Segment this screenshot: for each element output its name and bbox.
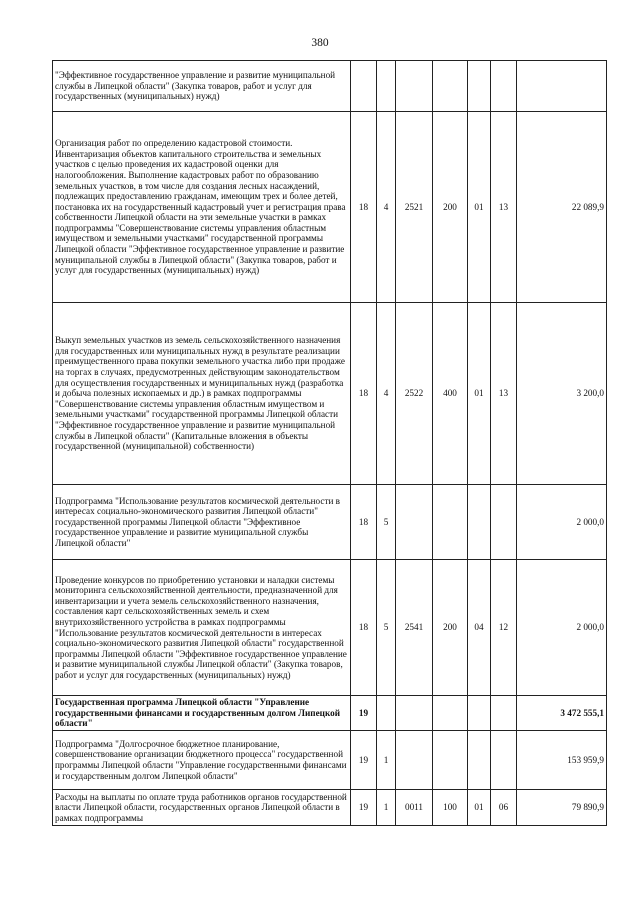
page-number: 380 (311, 37, 329, 49)
cell-direction-code: 2522 (396, 303, 433, 485)
table-row (53, 560, 607, 696)
cell-subprogram-code (377, 61, 396, 112)
cell-description: Организация работ по определению кадастровой стоимости. Инвентаризация объектов капитального строительства и земельных участков с целью проведения их кадастровой оценки для налогообложения. Выполнение кадастровых работ по образованию земельных участков, в том числе для создания лесных насаждений, подлежащих предоставлению гражданам, имеющим трех и более детей, постановка их на государственный кадастровый учет и регистрация права собственности Липецкой области на эти земельные участки в рамках подпрограммы "Совершенствование системы управления областным имуществом и земельными участками" государственной программы Липецкой области "Эффективное государственное управление и развитие муниципальной службы в Липецкой области" (Закупка товаров, работ и услуг для государственных (муниципальных) нужд) (53, 112, 351, 303)
cell-subprogram-code: 1 (377, 731, 396, 790)
cell-expense-type (433, 696, 468, 731)
cell-direction-code (396, 485, 433, 560)
table-row (53, 485, 607, 560)
cell-subsection: 06 (491, 790, 517, 826)
cell-expense-type: 400 (433, 303, 468, 485)
cell-subsection (491, 696, 517, 731)
cell-amount: 2 000,0 (517, 485, 607, 560)
table-row (53, 61, 607, 112)
cell-expense-type: 100 (433, 790, 468, 826)
table-row (53, 790, 607, 826)
cell-subsection (491, 731, 517, 790)
table-row (53, 731, 607, 790)
cell-amount: 2 000,0 (517, 560, 607, 696)
cell-description: Подпрограмма "Использование результатов космической деятельности в интересах социально-экономического развития Липецкой области" государственной программы Липецкой области "Эффективное государственное управление и развитие муниципальной службы Липецкой области" (53, 485, 351, 560)
table-row (53, 303, 607, 485)
cell-program-code: 19 (351, 731, 377, 790)
cell-description: Выкуп земельных участков из земель сельскохозяйственного назначения для государственных или муниципальных нужд в результате реализации преимущественного права покупки земельного участка либо при продаже на торгах в случаях, предусмотренных действующим законодательством для осуществления государственных и муниципальных нужд (разработка и добыча полезных ископаемых и др.) в рамках подпрограммы "Совершенствование системы управления областным имуществом и земельными участками" государственной программы Липецкой области "Эффективное государственное управление и развитие муниципальной службы в Липецкой области" (Капитальные вложения в объекты государственной (муниципальной) собственности) (53, 303, 351, 485)
cell-amount: 3 472 555,1 (517, 696, 607, 731)
cell-program-code: 18 (351, 112, 377, 303)
cell-section (468, 61, 491, 112)
cell-expense-type (433, 61, 468, 112)
cell-section: 04 (468, 560, 491, 696)
cell-section: 01 (468, 790, 491, 826)
cell-program-code (351, 61, 377, 112)
cell-program-code: 18 (351, 303, 377, 485)
cell-subprogram-code: 4 (377, 303, 396, 485)
table-row (53, 696, 607, 731)
budget-table (52, 60, 607, 826)
cell-description: "Эффективное государственное управление и развитие муниципальной службы в Липецкой области" (Закупка товаров, работ и услуг для государственных (муниципальных) нужд) (53, 61, 351, 112)
cell-subsection: 13 (491, 303, 517, 485)
cell-subprogram-code: 1 (377, 790, 396, 826)
cell-program-code: 19 (351, 696, 377, 731)
cell-direction-code (396, 696, 433, 731)
cell-section: 01 (468, 303, 491, 485)
cell-amount: 79 890,9 (517, 790, 607, 826)
table-row (53, 112, 607, 303)
cell-direction-code: 0011 (396, 790, 433, 826)
cell-subprogram-code: 5 (377, 560, 396, 696)
cell-amount (517, 61, 607, 112)
table-body (53, 61, 607, 826)
cell-subprogram-code (377, 696, 396, 731)
cell-direction-code (396, 61, 433, 112)
cell-amount: 22 089,9 (517, 112, 607, 303)
cell-subsection (491, 61, 517, 112)
cell-description: Государственная программа Липецкой области "Управление государственными финансами и государственным долгом Липецкой области" (53, 696, 351, 731)
cell-description: Расходы на выплаты по оплате труда работников органов государственной власти Липецкой области, государственных органов Липецкой области в рамках подпрограммы (53, 790, 351, 826)
cell-amount: 3 200,0 (517, 303, 607, 485)
cell-expense-type (433, 485, 468, 560)
cell-description: Подпрограмма "Долгосрочное бюджетное планирование, совершенствование организации бюджетного процесса" государственной программы Липецкой области "Управление государственными финансами и государственным долгом Липецкой области" (53, 731, 351, 790)
cell-section (468, 696, 491, 731)
cell-expense-type: 200 (433, 112, 468, 303)
cell-direction-code: 2521 (396, 112, 433, 303)
cell-subsection (491, 485, 517, 560)
cell-program-code: 18 (351, 485, 377, 560)
cell-subprogram-code: 4 (377, 112, 396, 303)
cell-expense-type: 200 (433, 560, 468, 696)
cell-section (468, 731, 491, 790)
cell-direction-code (396, 731, 433, 790)
cell-direction-code: 2541 (396, 560, 433, 696)
cell-subprogram-code: 5 (377, 485, 396, 560)
cell-expense-type (433, 731, 468, 790)
cell-subsection: 12 (491, 560, 517, 696)
cell-subsection: 13 (491, 112, 517, 303)
cell-description: Проведение конкурсов по приобретению установки и наладки системы мониторинга сельскохозяйственной деятельности, предназначенной для инвентаризации и учета земель сельскохозяйственного назначения, составления карт сельскохозяйственных земель и схем внутрихозяйственного устройства в рамках подпрограммы "Использование результатов космической деятельности в интересах социально-экономического развития Липецкой области" государственной программы Липецкой области "Эффективное государственное управление и развитие муниципальной службы Липецкой области" (Закупка товаров, работ и услуг для государственных (муниципальных) нужд) (53, 560, 351, 696)
cell-program-code: 18 (351, 560, 377, 696)
cell-program-code: 19 (351, 790, 377, 826)
cell-section: 01 (468, 112, 491, 303)
cell-amount: 153 959,9 (517, 731, 607, 790)
cell-section (468, 485, 491, 560)
